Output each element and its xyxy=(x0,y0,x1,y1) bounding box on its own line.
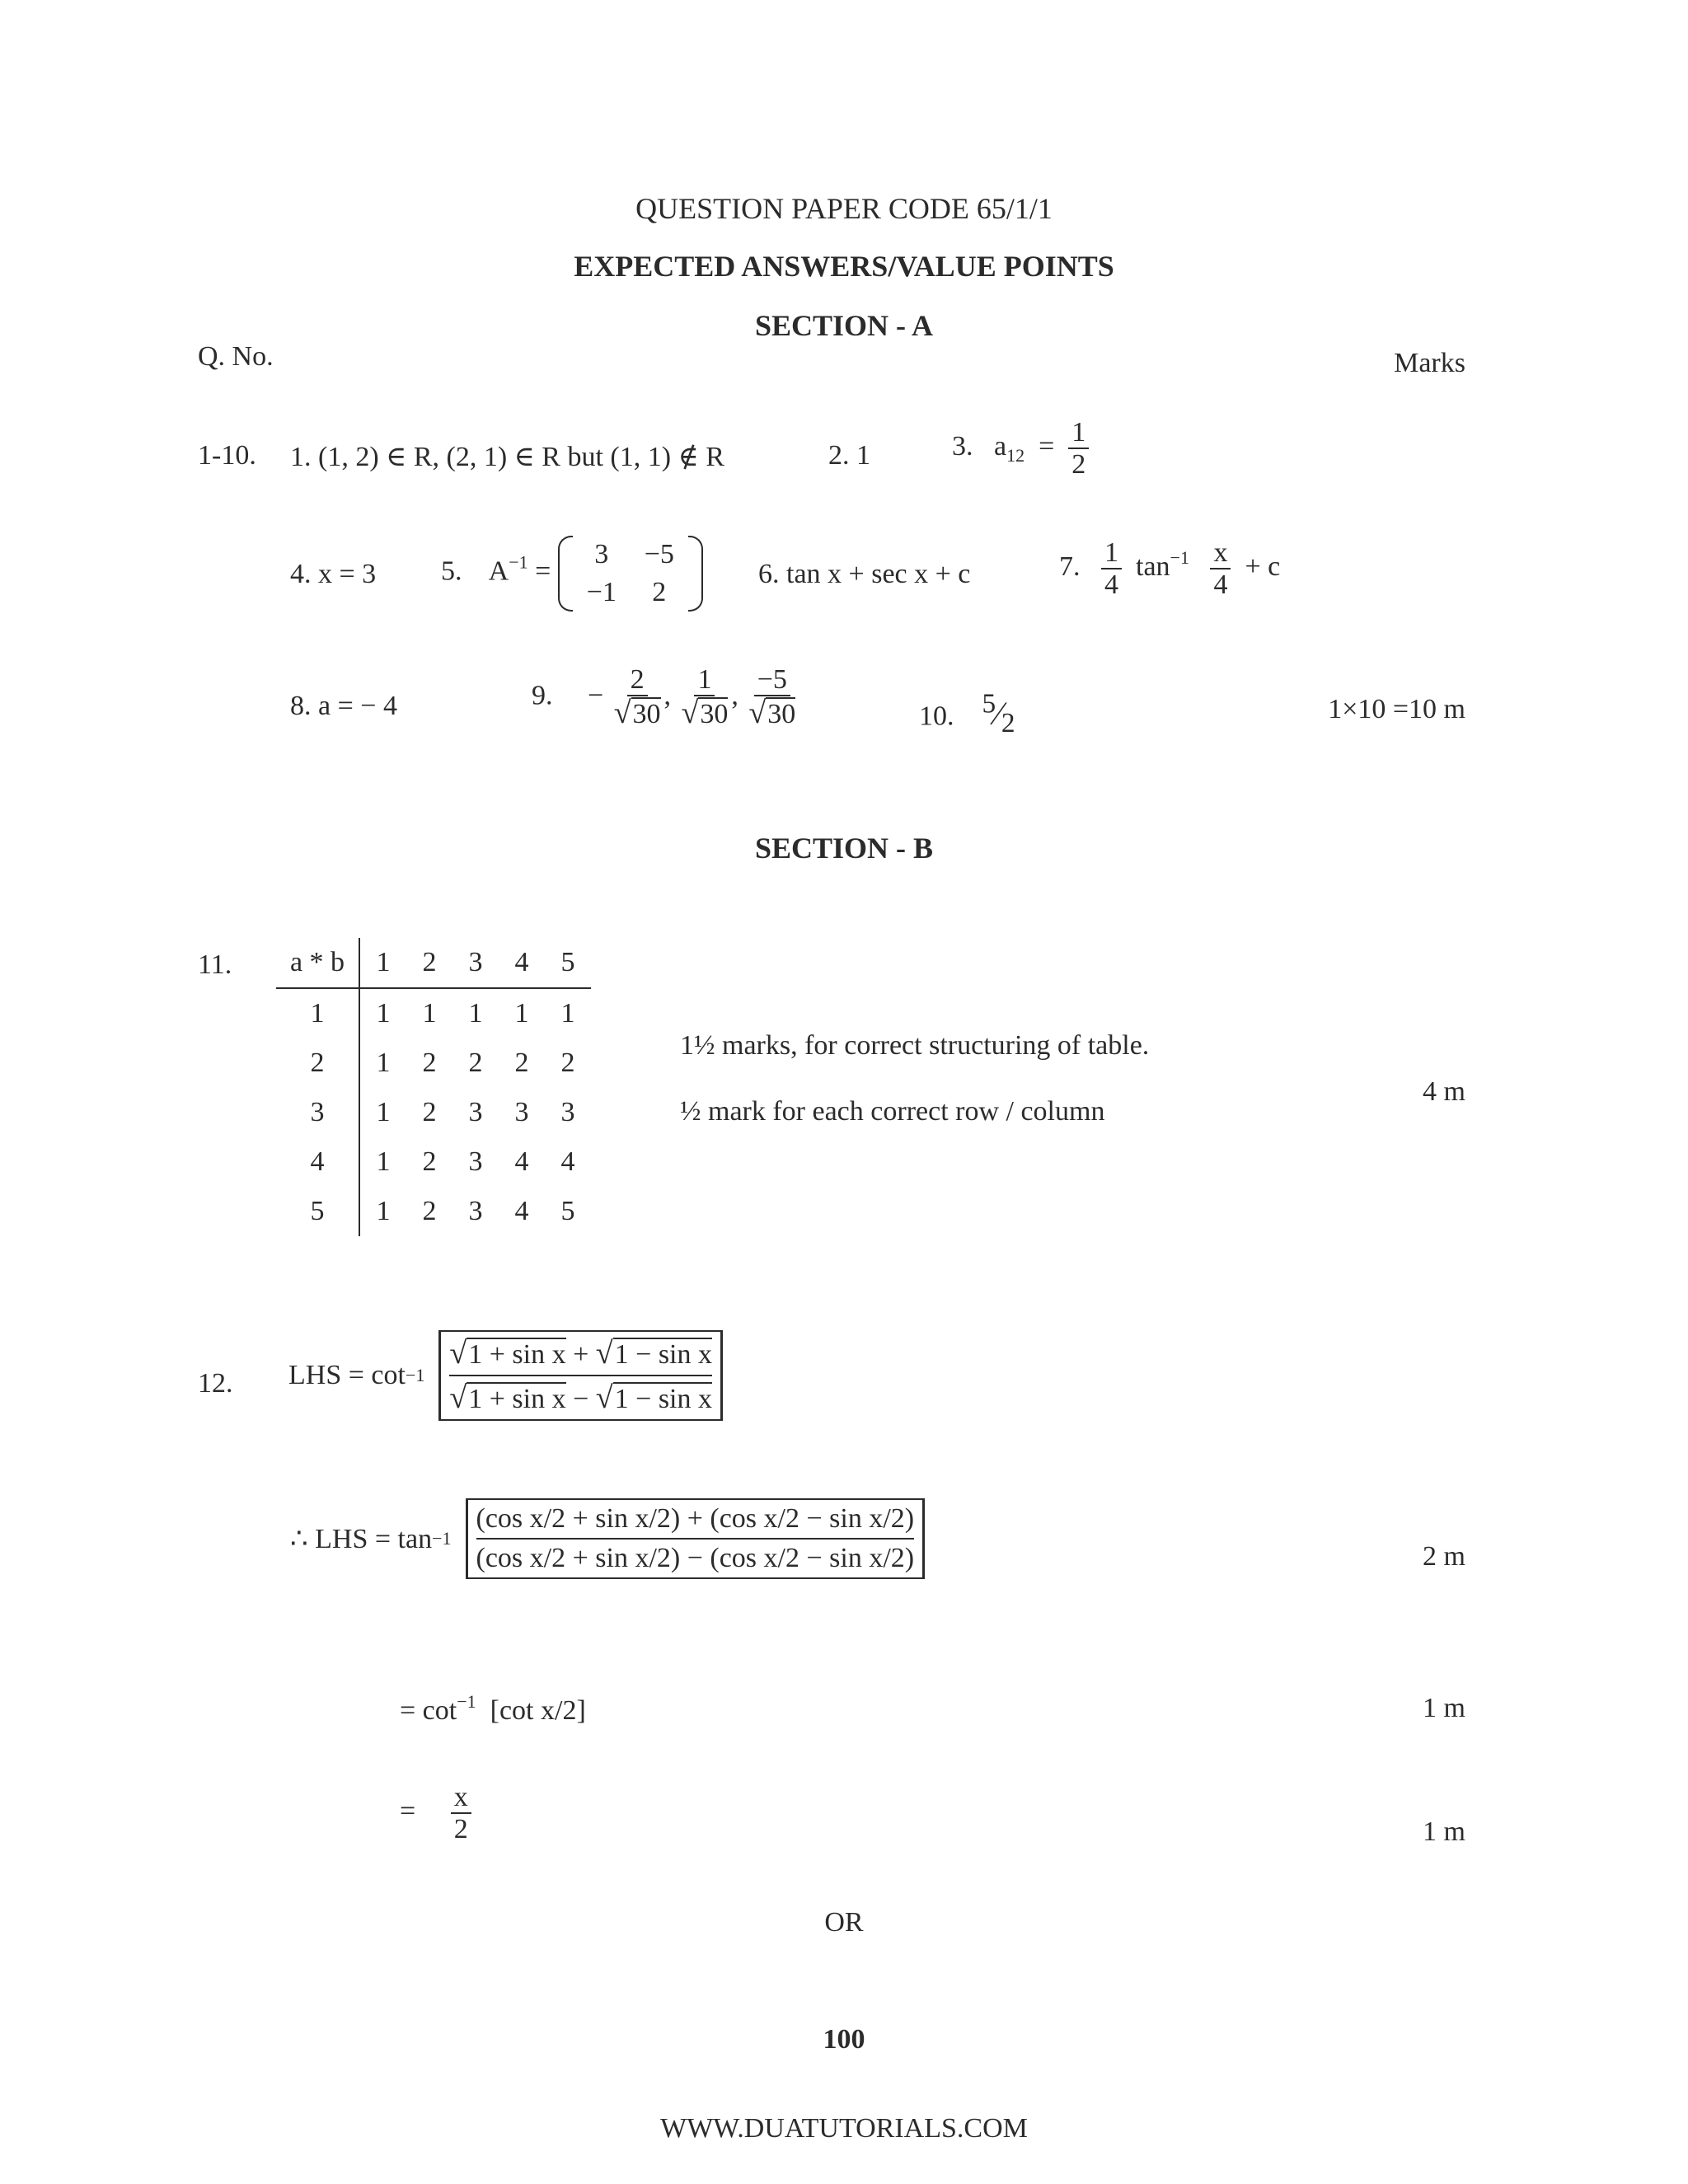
answer-3 xyxy=(952,417,1089,480)
matrix-cell: −1 xyxy=(586,576,617,607)
q12-step2-denominator: (cos x/2 + sin x/2) − (cos x/2 − sin x/2) xyxy=(476,1543,915,1573)
table-cell: 1 xyxy=(376,1146,391,1177)
table-cell: 1 xyxy=(376,1196,391,1226)
q11-note-rows: ½ mark for each correct row / column xyxy=(680,1096,1105,1127)
answer-8: 8. a = − 4 xyxy=(290,691,397,721)
table-cell: 1 xyxy=(422,998,437,1029)
q12-step3-sup: −1 xyxy=(457,1691,476,1712)
q12-numerator: √1 + sin x + √1 − sin x xyxy=(449,1335,712,1376)
table-cell: 4 xyxy=(514,1146,529,1177)
q12-step3-marks: 1 m xyxy=(1423,1693,1465,1723)
answer-3-var: a xyxy=(994,431,1007,462)
table-cell: 1 xyxy=(468,998,483,1029)
q12-step2-sup: −1 xyxy=(432,1528,452,1549)
answer-7-c1-num: 1 xyxy=(1101,537,1122,569)
table-row xyxy=(276,1137,591,1187)
answer-10: 10. $^5⁄_2$ xyxy=(919,689,1015,739)
table-cell: 2 xyxy=(514,1047,529,1078)
answer-4: 4. x = 3 xyxy=(290,559,377,589)
matrix-cell: −5 xyxy=(644,539,674,569)
qno-label: Q. No. xyxy=(198,341,274,372)
answer-9-label: 9. xyxy=(532,680,553,711)
answer-7-label: 7. xyxy=(1059,551,1081,583)
q12-bracket xyxy=(438,1330,723,1421)
matrix-cell: 2 xyxy=(652,576,667,607)
answer-10-label: 10. xyxy=(919,701,954,732)
answer-5-label: 5. xyxy=(441,555,462,587)
q12-step3-lhs: = cot xyxy=(400,1695,457,1726)
answer-9-comma: , xyxy=(663,680,672,711)
table-cell: 3 xyxy=(452,938,499,988)
table-row xyxy=(276,988,591,1038)
section-a-heading: SECTION - A xyxy=(754,309,934,342)
page-number: 100 xyxy=(823,2024,865,2055)
table-cell: 5 xyxy=(545,938,591,988)
table-row xyxy=(276,1038,591,1088)
answer-5-lhs: A xyxy=(488,555,509,587)
table-cell: 2 xyxy=(276,1038,359,1088)
answer-3-sub: 12 xyxy=(1006,445,1025,466)
table-cell: 3 xyxy=(468,1097,483,1127)
answer-10-num: 5 xyxy=(982,689,996,719)
table-cell: 4 xyxy=(499,938,545,988)
answer-3-label: 3. xyxy=(952,431,973,462)
answer-2: 2. 1 xyxy=(828,440,870,471)
table-cell: 4 xyxy=(514,1196,529,1226)
table-row xyxy=(276,1088,591,1137)
qa-range: 1-10. xyxy=(198,440,256,471)
answer-3-den: 2 xyxy=(1071,449,1086,480)
table-row xyxy=(276,1187,591,1236)
matrix-cell: 3 xyxy=(594,539,609,569)
page-title: EXPECTED ANSWERS/VALUE POINTS xyxy=(574,250,1114,283)
table-cell: 2 xyxy=(468,1047,483,1078)
q12-step4-eq: = xyxy=(400,1796,416,1827)
marks-label: Marks xyxy=(1394,348,1465,378)
answer-7-c1-den: 4 xyxy=(1104,569,1118,601)
answer-7 xyxy=(1059,537,1280,601)
table-cell: a * b xyxy=(276,938,359,988)
table-cell: 1 xyxy=(514,998,529,1029)
answer-7-fn: tan xyxy=(1136,551,1170,583)
q12-lhs: LHS = cot xyxy=(288,1360,406,1390)
answer-1: 1. (1, 2) ∈ R, (2, 1) ∈ R but (1, 1) ∉ R xyxy=(290,442,724,472)
q12-sup: −1 xyxy=(405,1365,425,1385)
operation-table xyxy=(276,938,591,1236)
answer-3-num: 1 xyxy=(1068,417,1089,449)
table-cell: 2 xyxy=(422,1146,437,1177)
q12-step4 xyxy=(400,1782,471,1845)
table-cell: 3 xyxy=(560,1097,575,1127)
answer-9-sign: − xyxy=(588,680,604,711)
table-cell: 1 xyxy=(560,998,575,1029)
q12-denominator: √1 + sin x − √1 − sin x xyxy=(449,1380,712,1415)
table-cell: 1 xyxy=(376,1097,391,1127)
table-cell: 1 xyxy=(376,998,391,1029)
answer-10-den: 2 xyxy=(1001,708,1015,739)
table-cell: 2 xyxy=(422,1097,437,1127)
answer-5 xyxy=(441,536,703,612)
answer-9-f2-den: √30 xyxy=(681,696,729,731)
table-cell: 5 xyxy=(276,1187,359,1236)
answer-6: 6. tan x + sec x + c xyxy=(758,559,971,589)
table-cell: 1 xyxy=(276,988,359,1038)
table-cell: 2 xyxy=(422,1047,437,1078)
answer-9-f3-den: √30 xyxy=(748,696,796,731)
answer-7-tail: + c xyxy=(1245,551,1281,583)
table-cell: 2 xyxy=(560,1047,575,1078)
answer-5-sup: −1 xyxy=(509,551,528,573)
table-cell: 3 xyxy=(468,1146,483,1177)
table-cell: 4 xyxy=(560,1146,575,1177)
q12-step2 xyxy=(290,1498,925,1579)
or-separator: OR xyxy=(824,1907,864,1938)
answer-9-comma: , xyxy=(731,680,738,711)
answer-9 xyxy=(532,664,799,731)
q11-number: 11. xyxy=(198,949,232,980)
website-footer: WWW.DUATUTORIALS.COM xyxy=(660,2113,1028,2144)
answer-9-f2-num: 1 xyxy=(694,664,715,696)
paper-code: QUESTION PAPER CODE 65/1/1 xyxy=(635,192,1053,225)
answer-7-c2-den: 4 xyxy=(1213,569,1228,601)
q12-step4-marks: 1 m xyxy=(1423,1816,1465,1847)
answer-7-c2-num: x xyxy=(1210,537,1231,569)
table-cell: 2 xyxy=(422,1196,437,1226)
table-cell: 1 xyxy=(376,1047,391,1078)
answer-9-f3-num: −5 xyxy=(754,664,790,696)
q12-number: 12. xyxy=(198,1368,233,1399)
q12-step4-num: x xyxy=(451,1782,471,1814)
q12-step4-den: 2 xyxy=(453,1814,468,1845)
answer-3-eq: = xyxy=(1039,431,1055,462)
q12-step2-lhs: ∴ LHS = tan xyxy=(290,1524,433,1554)
inverse-matrix xyxy=(558,536,703,612)
answer-9-f1-num: 2 xyxy=(627,664,648,696)
table-cell: 2 xyxy=(406,938,452,988)
q12-step2-marks: 2 m xyxy=(1423,1541,1465,1572)
section-b-heading: SECTION - B xyxy=(754,832,934,865)
q12-step2-numerator: (cos x/2 + sin x/2) + (cos x/2 − sin x/2) xyxy=(476,1503,915,1540)
q12-step2-bracket xyxy=(466,1498,926,1579)
section-a-marks: 1×10 =10 m xyxy=(1328,694,1465,724)
q12-step3 xyxy=(400,1691,586,1727)
table-cell: 1 xyxy=(359,938,406,988)
table-cell: 3 xyxy=(276,1088,359,1137)
q11-note-structure: 1½ marks, for correct structuring of table. xyxy=(680,1030,1150,1061)
table-cell: 4 xyxy=(276,1137,359,1187)
q11-marks: 4 m xyxy=(1423,1076,1465,1107)
table-header-row xyxy=(276,938,591,988)
table-cell: 3 xyxy=(468,1196,483,1226)
q12-lhs-expression xyxy=(288,1330,723,1421)
answer-5-eq: = xyxy=(535,555,551,587)
answer-9-f1-den: √30 xyxy=(613,696,661,731)
answer-7-sup: −1 xyxy=(1170,547,1189,569)
q12-step3-arg: [cot x/2] xyxy=(490,1695,586,1726)
table-cell: 5 xyxy=(560,1196,575,1226)
table-cell: 3 xyxy=(514,1097,529,1127)
